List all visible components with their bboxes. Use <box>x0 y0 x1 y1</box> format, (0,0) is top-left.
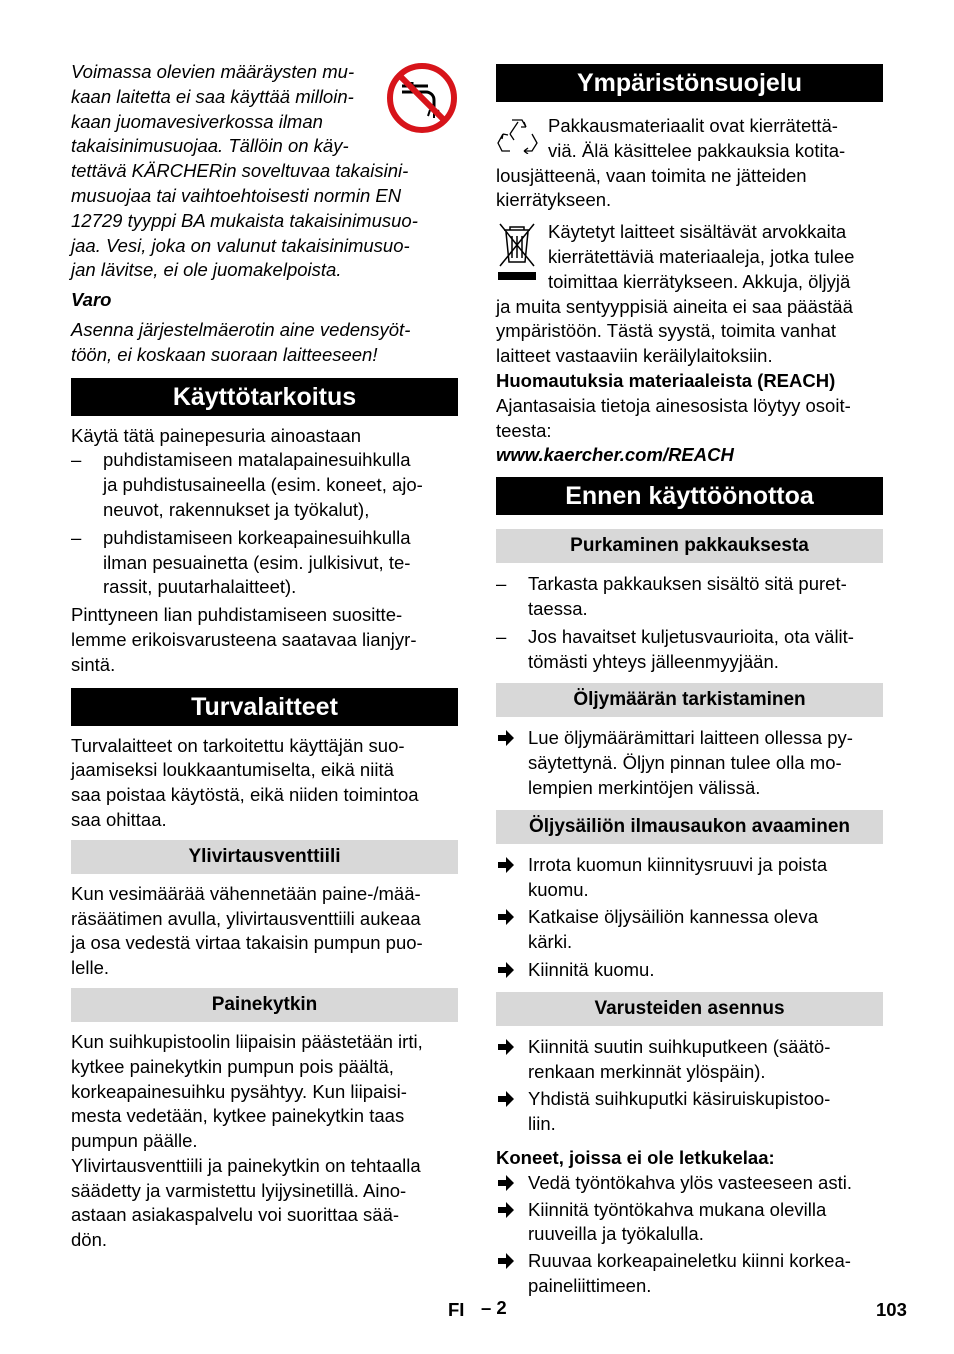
arrow-right-icon <box>498 962 514 978</box>
reach-url[interactable]: www.kaercher.com/REACH <box>496 444 734 466</box>
list-item: Yhdistä suihkuputki käsiruiskupistoo- liin. <box>496 1087 883 1137</box>
arrow-right-icon <box>498 730 514 746</box>
intro-text: Voimassa olevien määräysten mu- kaan laitetta ei saa käyttää milloin- kaan juomavesiverkossa ilman takaisinimusuojaa. Tällöin on käy- tettävä KÄRCHERin soveltuvaa takaisini- musuojaa tai vaihtoehtoisesti normin EN 12729 tyyppi BA mukaista takaisinimusuo- jaa. Vesi, joka on valunut takaisinimusuo- jan lävitse, ei ole juomakelpoista. <box>71 61 418 281</box>
list-item: – Tarkasta pakkauksen sisältö sitä puret- taessa. <box>496 573 847 619</box>
footer-language: FI <box>448 1299 465 1320</box>
heading-painekytkin: Painekytkin <box>71 988 458 1022</box>
varo-text: Asenna järjestelmäerotin aine vedensyöt- töön, ei koskaan suoraan laitteeseen! <box>71 318 411 365</box>
heading-ylivirtausventtiili: Ylivirtausventtiili <box>71 840 458 874</box>
painekytkin-text: Kun suihkupistoolin liipaisin päästetään irti, kytkee painekytkin pumpun pois päältä, korkeapainesuihku pysähtyy. Kun liipaisi- mesta vedetään, kytkee painekytkin taas pumpun päälle. <box>71 1030 423 1152</box>
heading-oljymaara: Öljymäärän tarkistaminen <box>496 683 883 717</box>
list-item: – puhdistamiseen matalapainesuihkulla ja puhdistusaineella (esim. koneet, ajo- neuvot, rakennukset ja työkalut), <box>71 449 423 520</box>
arrow-right-icon <box>498 909 514 925</box>
footer-section: – 2 <box>481 1297 507 1318</box>
page-number: 103 <box>876 1299 907 1320</box>
heading-ennen-kayttoonottoa: Ennen käyttöönottoa <box>496 477 883 515</box>
heading-purkaminen: Purkaminen pakkauksesta <box>496 529 883 563</box>
kaytto-outro: Pinttyneen lian puhdistamiseen suositte- lemme erikoisvarusteena saatavaa lianjyr- sintä. <box>71 604 417 675</box>
heading-kayttotarkoitus: Käyttötarkoitus <box>71 378 458 416</box>
arrow-right-icon <box>498 1202 514 1218</box>
list-item: Katkaise öljysäiliön kannessa oleva kärki. <box>496 905 883 955</box>
kaytto-intro: Käytä tätä painepesuria ainoastaan <box>71 424 362 446</box>
no-drinking-water-icon <box>386 62 458 141</box>
recycling-paragraph: Pakkausmateriaalit ovat kierrätettä- viä. Älä käsittelee pakkauksia kotita- lousjätteenä, vaan toimita ne jätteiden kierrätykseen. <box>496 115 846 211</box>
left-column <box>71 60 458 1253</box>
koneet-heading: Koneet, joissa ei ole letkukelaa: <box>496 1146 775 1168</box>
list-item: Ruuvaa korkeapaineletku kiinni korkea- paineliittimeen. <box>496 1249 883 1299</box>
reach-heading: Huomautuksia materiaaleista (REACH) <box>496 369 836 391</box>
crossed-bin-icon <box>496 220 538 291</box>
arrow-right-icon <box>498 1039 514 1055</box>
heading-ilmausaukko: Öljysäiliön ilmausaukon avaaminen <box>496 810 883 844</box>
reach-text: Ajantasaisia tietoja ainesosista löytyy osoit- teesta: <box>496 394 851 441</box>
varo-label: Varo <box>71 289 112 311</box>
arrow-right-icon <box>498 1175 514 1191</box>
list-item: Lue öljymäärämittari laitteen ollessa py- säytettynä. Öljyn pinnan tulee olla mo- lempien merkintöjen välissä. <box>496 726 883 800</box>
heading-ymparistonsuojelu: Ympäristönsuojelu <box>496 64 883 102</box>
turva-text: Turvalaitteet on tarkoitettu käyttäjän suo- jaamiseksi loukkaantumiselta, eikä niitä saa poistaa käytöstä, eikä niiden toimintoa saa ohittaa. <box>71 734 419 830</box>
arrow-right-icon <box>498 857 514 873</box>
arrow-right-icon <box>498 1253 514 1269</box>
heading-varusteiden-asennus: Varusteiden asennus <box>496 992 883 1026</box>
list-item: Vedä työntökahva ylös vasteeseen asti. <box>496 1171 883 1196</box>
list-item: Kiinnitä suutin suihkuputkeen (säätö- renkaan merkinnät ylöspäin). <box>496 1035 883 1085</box>
list-item: Kiinnitä työntökahva mukana olevilla ruuveilla ja työkalulla. <box>496 1198 883 1248</box>
list-item: – Jos havaitset kuljetusvaurioita, ota välit- tömästi yhteys jälleenmyyjään. <box>496 625 854 672</box>
list-item: Irrota kuomun kiinnitysruuvi ja poista kuomu. <box>496 853 883 903</box>
recycle-icon <box>496 116 540 161</box>
list-item: – puhdistamiseen korkeapainesuihkulla ilman pesuainetta (esim. julkisivut, te- rassit, puutarhalaitteet). <box>71 526 411 598</box>
arrow-right-icon <box>498 1091 514 1107</box>
weee-paragraph: Käytetyt laitteet sisältävät arvokkaita kierrätettäviä materiaaleja, jotka tulee toimittaa kierrätykseen. Akkuja, öljyjä ja muita sentyyppisiä aineita ei saa päästää ympäristöön. Tästä syystä, toimita vanhat laitteet vastaaviin keräilylaitoksiin. <box>496 221 855 367</box>
heading-turvalaitteet: Turvalaitteet <box>71 688 458 726</box>
right-column <box>496 64 883 1299</box>
list-item: Kiinnitä kuomu. <box>496 958 883 983</box>
ylivirtaus-text: Kun vesimäärää vähennetään paine-/mää- räsäätimen avulla, ylivirtausventtiili aukeaa ja osa vedestä virtaa takaisin pumpun puo- lelle. <box>71 882 423 979</box>
painekytkin-text-2: Ylivirtausventtiili ja painekytkin on tehtaalla säädetty ja varmistettu lyijysinetillä. Aino- astaan asiakaspalvelu voi suorittaa sää- dön. <box>71 1154 421 1251</box>
